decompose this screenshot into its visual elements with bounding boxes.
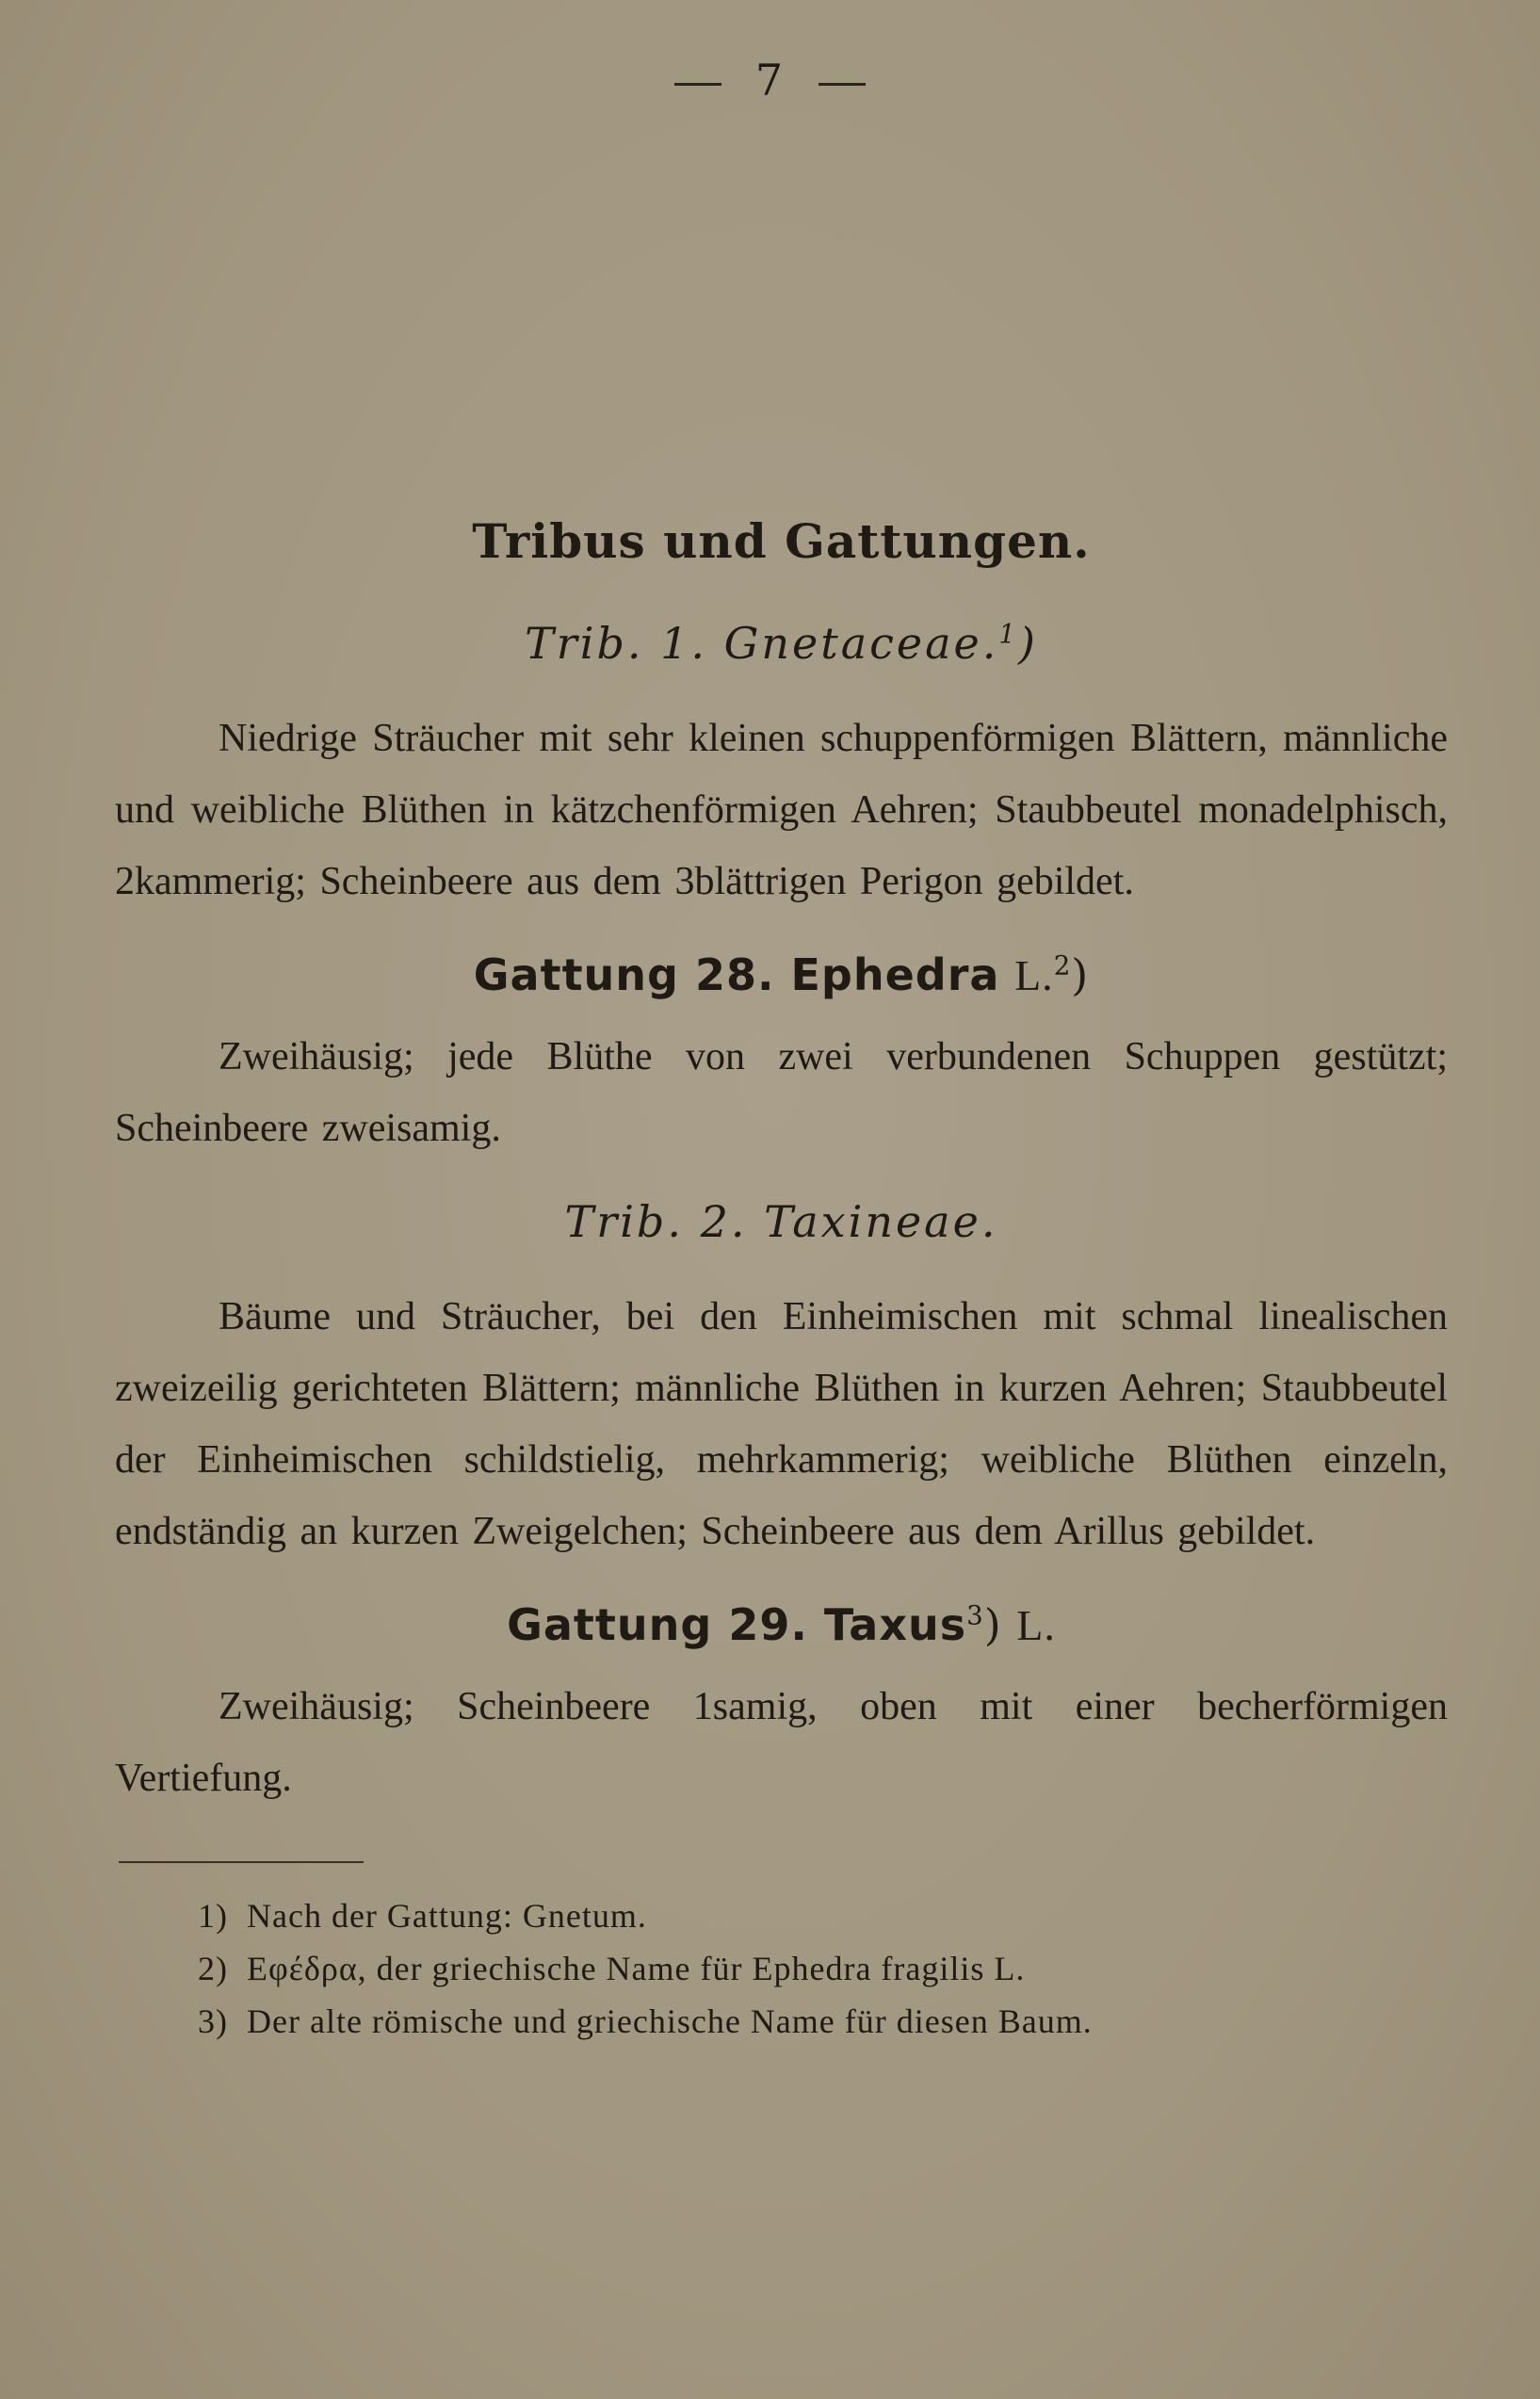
tribe-description-2: Bäume und Sträucher, bei den Einheimischen mit schmal linealischen zweizeilig gerichteten Blättern; männliche Blüthen in kurzen Aehren; Staubbeutel der Einheimischen schildstielig, mehrkammerig; weibliche Blüthen einzeln, endständig an kurzen Zweigelchen; Scheinbeere aus dem Arillus gebildet. bbox=[115, 1295, 1448, 1553]
page-heading: Tribus und Gattungen. bbox=[472, 513, 1091, 569]
footnote-number: 2) bbox=[198, 1950, 228, 1987]
page-number bbox=[0, 55, 1540, 105]
tribe-label: Trib. 1. Gnetaceae. bbox=[525, 618, 999, 669]
folio-dash-right bbox=[819, 83, 866, 86]
tribe-heading-1: Trib. 1. Gnetaceae.$^1$) bbox=[525, 618, 1038, 669]
footnote-ref: 2 bbox=[1053, 949, 1072, 981]
footnote-2 bbox=[198, 1942, 1448, 1995]
genus-description-28: Zweihäusig; jede Blüthe von zwei verbundenen Schuppen gestützt; Scheinbeere zweisamig. bbox=[115, 1035, 1448, 1150]
footnote-text: Der alte römische und griechische Name für diesen Baum. bbox=[247, 2002, 1093, 2040]
tribe-description-1: Niedrige Sträucher mit sehr kleinen schuppenförmigen Blättern, männliche und weibliche Blüthen in kätzchenförmigen Aehren; Staubbeutel monadelphisch, 2kammerig; Scheinbeere aus dem 3blättrigen Perigon gebildet. bbox=[115, 717, 1448, 903]
genus-heading-29: Gattung 29. Taxus$^3$) L. bbox=[507, 1599, 1056, 1650]
footnote-3 bbox=[198, 1995, 1448, 2048]
page-number-text: 7 bbox=[754, 55, 786, 105]
footnote-text: Nach der Gattung: Gnetum. bbox=[247, 1897, 647, 1935]
genus-author: L. bbox=[1014, 951, 1054, 999]
genus-heading-28: Gattung 28. Ephedra L.$^2$) bbox=[473, 949, 1090, 1000]
genus-author: L. bbox=[1016, 1601, 1056, 1649]
genus-description-29: Zweihäusig; Scheinbeere 1samig, oben mit einer becherförmigen Vertiefung. bbox=[115, 1685, 1448, 1800]
footnote-number: 3) bbox=[198, 2002, 228, 2040]
tribe-heading-2: Trib. 2. Taxineae. bbox=[564, 1196, 998, 1247]
footnote-1 bbox=[198, 1889, 1448, 1942]
footnote-ref: 1 bbox=[998, 618, 1018, 650]
footnote-divider bbox=[119, 1861, 364, 1863]
folio-dash-left bbox=[674, 83, 721, 86]
footnote-text: Εφέδρα, der griechische Name für Ephedra fragilis L. bbox=[247, 1950, 1026, 1987]
genus-name: Gattung 29. Taxus bbox=[507, 1599, 967, 1650]
footnote-ref: 3 bbox=[966, 1599, 984, 1631]
page-content bbox=[115, 513, 1448, 2048]
genus-name: Gattung 28. Ephedra bbox=[473, 949, 1000, 1000]
footnote-number: 1) bbox=[198, 1897, 228, 1935]
